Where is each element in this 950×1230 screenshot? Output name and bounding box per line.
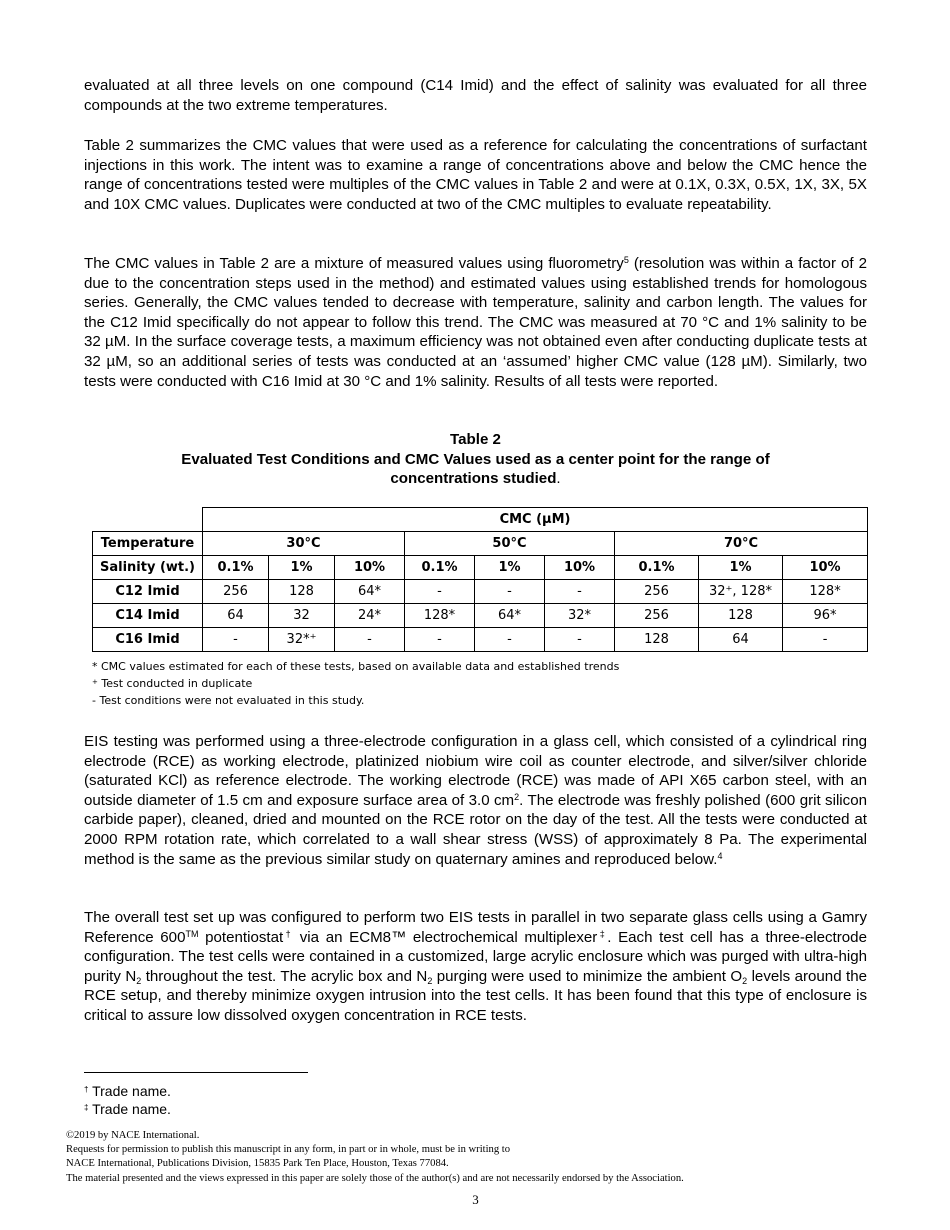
p5-text-b: potentiostat [198,928,284,946]
table-cell: 128 [269,580,335,604]
salinity-cell: 1% [699,556,783,580]
temp-header-70: 70°C [615,532,868,556]
paragraph-test-setup [84,908,867,1026]
paragraph-eis-testing [84,732,867,869]
table-cell: 64* [475,604,545,628]
subscript-2: 2 [427,975,433,986]
note-duplicate-text: Test conducted in duplicate [101,677,253,690]
salinity-cell: 1% [269,556,335,580]
footnote-text: Trade name. [88,1101,171,1117]
table-caption-line2: Evaluated Test Conditions and CMC Values used as a center point for the range of [181,451,770,468]
table-cell: - [475,580,545,604]
paragraph-intro-continued: evaluated at all three levels on one compound (C14 Imid) and the effect of salinity was evaluated for all three compounds at the two extreme temperatures. [84,77,867,114]
table-cell: - [405,580,475,604]
row-label: C14 Imid [93,604,203,628]
paragraph-cmc-values [84,254,867,391]
table-cell: 128* [405,604,475,628]
salinity-cell: 10% [545,556,615,580]
table-cell: 256 [615,580,699,604]
row-label: C16 Imid [93,628,203,652]
salinity-cell: 0.1% [615,556,699,580]
table-corner [93,508,203,532]
table-note-duplicate [92,675,619,692]
table-cell: 32⁺, 128* [699,580,783,604]
table-row-c12 [93,580,868,604]
salinity-cell: 1% [475,556,545,580]
page-number: 3 [472,1192,479,1207]
table-cell: 32 [269,604,335,628]
table-cell: - [203,628,269,652]
footnote-text: Trade name. [88,1083,171,1099]
salinity-cell: 10% [783,556,868,580]
table-header-row-cmc [93,508,868,532]
footnote-mark: ‡ [84,1103,89,1112]
table-note-not-evaluated: - Test conditions were not evaluated in this study. [92,694,365,707]
p4-text-b: . The electrode was freshly polished (600 grit silicon carbide paper), cleaned, dried and mounted on the RCE rotor on the day of the test. All the tests were conducted at 2000 RPM rotation rate, which correlated to a wall shear stress (WSS) of approximately 8 Pa. The experimental method is the same as the previous similar study on quaternary amines and reproduced below. [84,791,868,868]
footnote-double-dagger [84,1100,171,1118]
double-dagger-sup: ‡ [597,928,608,939]
salinity-cell: 0.1% [203,556,269,580]
note-marker: + [92,678,98,686]
subscript-2: 2 [136,975,142,986]
p5-text-a: The overall test set up was configured to perform two EIS tests in parallel in two separate glass cells using a Gamry Reference 600 [84,909,867,946]
table-cell: 64 [699,628,783,652]
table-cell: 32*⁺ [269,628,335,652]
cmc-header: CMC (µM) [203,508,868,532]
salinity-cell: 10% [335,556,405,580]
temp-header-30: 30°C [203,532,405,556]
table-cell: 128 [615,628,699,652]
table-row-c16 [93,628,868,652]
dagger-sup: † [283,928,294,939]
table-cell: - [335,628,405,652]
paragraph-table2-summary: Table 2 summarizes the CMC values that were used as a reference for calculating the concentrations of surfactant injections in this work. The intent was to examine a range of concentrations above and below the CMC hence the range of concentrations tested were multiples of the CMC values in Table 2 and were at 0.1X, 0.3X, 0.5X, 1X, 3X, 5X and 10X CMC values. Duplicates were conducted at two of the CMC multiples to evaluate repeatability. [84,137,867,213]
row-label: C12 Imid [93,580,203,604]
table-cell: 24* [335,604,405,628]
p4-text-a: EIS testing was performed using a three-electrode configuration in a glass cell, which consisted of a cylindrical ring electrode (RCE) as working electrode, platinized niobium wire coil as counter electrode, and silver/silver chloride (saturated KCl) as reference electrode. The working electrode (RCE) was made of API X65 carbon steel, with an outside diameter of 1.5 cm and exposure surface area of 3.0 cm [84,733,867,809]
table-cell: 32* [545,604,615,628]
table-caption-line3 [84,469,867,489]
subscript-2: 2 [742,975,748,986]
table-cell: - [783,628,868,652]
p5-text-f: purging were used to minimize the ambient O [432,967,743,985]
p5-text-d: . Each test cell has a three-electrode configuration. The test cells were contained in a customized, large acrylic enclosure which was purged with ultra-high purity N [84,928,867,985]
copyright-line: The material presented and the views expressed in this paper are solely those of the author(s) and are not necessarily endorsed by the Association. [66,1172,684,1184]
table-cell: 96* [783,604,868,628]
temp-header-50: 50°C [405,532,615,556]
temperature-label: Temperature [93,532,203,556]
table-caption-title: Table 2 [450,431,501,448]
table-cell: 128* [783,580,868,604]
table-notes [92,658,619,709]
p3-text-b: (resolution was within a factor of 2 due to the concentration steps used in the method) and estimated values using established trends for homologous series. Generally, the CMC values tended to decrease with temperature, salinity and carbon length. The values for the C12 Imid specifically do not appear to follow this trend. The CMC was measured at 70 °C and 1% salinity to be 32 µM. In the surface coverage tests, a maximum efficiency was not obtained even after conducting duplicate tests at 32 µM, so an additional series of tests was conducted at an ‘assumed’ higher CMC value (128 µM). Similarly, two tests were conducted with C16 Imid at 30 °C and 1% salinity. Results of all tests were reported. [84,255,867,390]
copyright-line: Requests for permission to publish this manuscript in any form, in part or in whole, must be in writing to [66,1144,511,1156]
table-cell: - [545,580,615,604]
copyright-block [66,1129,684,1186]
table-cell: - [475,628,545,652]
footnote-divider [84,1072,308,1073]
salinity-cell: 0.1% [405,556,475,580]
footnotes [84,1082,171,1118]
table-cell: 64 [203,604,269,628]
citation-4: 4 [717,850,723,861]
table-header-row-temperature [93,532,868,556]
salinity-label: Salinity (wt.) [93,556,203,580]
table-header-row-salinity [93,556,868,580]
footnote-dagger [84,1082,171,1100]
table-cell: - [405,628,475,652]
table-cell: 256 [615,604,699,628]
p5-text-g: levels around the RCE setup, and thereby minimize oxygen intrusion into the test cells. It has been found that this type of enclosure is critical to assure low dissolved oxygen concentration in RCE tests. [84,967,867,1024]
table-cell: 256 [203,580,269,604]
citation-5: 5 [623,255,629,265]
table-cell: 64* [335,580,405,604]
p5-text-e: throughout the test. The acrylic box and N [141,967,428,985]
table-cell: - [545,628,615,652]
copyright-line: ©2019 by NACE International. [66,1130,200,1141]
caption-period: . [556,470,561,487]
footnote-mark: † [84,1085,89,1094]
cmc-table [92,507,868,652]
superscript-2: 2 [514,791,520,802]
p5-text-c: via an ECM8™ electrochemical multiplexer [293,928,598,946]
copyright-line: NACE International, Publications Division, 15835 Park Ten Place, Houston, Texas 77084. [66,1158,449,1170]
p3-text-a: The CMC values in Table 2 are a mixture of measured values using fluorometry [84,255,624,272]
caption-line3-text: concentrations studied [390,470,557,487]
trademark-sup: TM [185,928,199,939]
table-note-estimated: * CMC values estimated for each of these tests, based on available data and established trends [92,660,620,673]
table-cell: 128 [699,604,783,628]
table-row-c14 [93,604,868,628]
